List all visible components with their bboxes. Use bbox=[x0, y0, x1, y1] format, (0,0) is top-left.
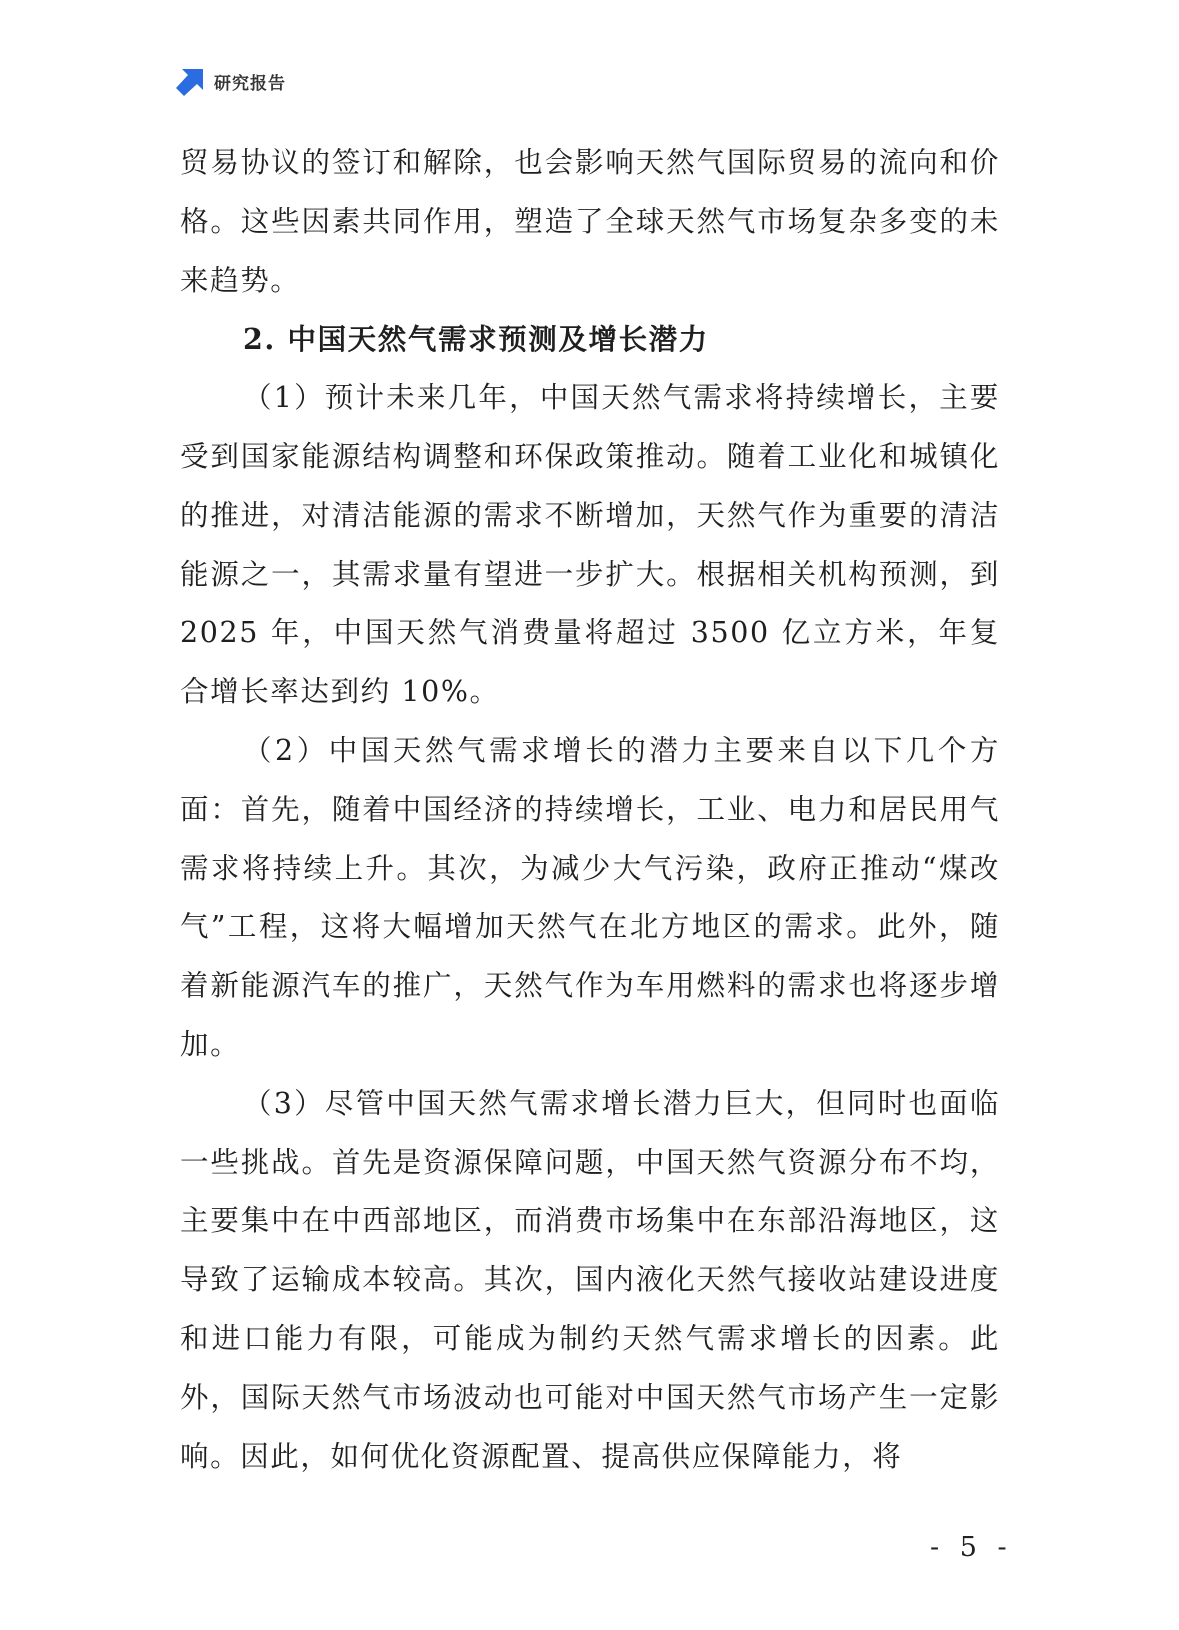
paragraph-3: （3）尽管中国天然气需求增长潜力巨大，但同时也面临一些挑战。首先是资源保障问题，中国天然气资源分布不均，主要集中在中西部地区，而消费市场集中在东部沿海地区，这导致了运输成本较高。其次，国内液化天然气接收站建设进度和进口能力有限，可能成为制约天然气需求增长的因素。此外，国际天然气市场波动也可能对中国天然气市场产生一定影响。因此，如何优化资源配置、提高供应保障能力，将 bbox=[180, 1086, 1000, 1473]
report-header bbox=[176, 66, 286, 96]
document-body bbox=[180, 134, 1000, 1486]
page-number: - 5 - bbox=[930, 1532, 1013, 1563]
paragraph-1: （1）预计未来几年，中国天然气需求将持续增长，主要受到国家能源结构调整和环保政策推动。随着工业化和城镇化的推进，对清洁能源的需求不断增加，天然气作为重要的清洁能源之一，其需求量有望进一步扩大。根据相关机构预测，到 2025 年，中国天然气消费量将超过 3500 亿立方米，年复合增长率达到约 10%。 bbox=[180, 381, 1000, 709]
section-heading: 2. 中国天然气需求预测及增长潜力 bbox=[243, 322, 709, 357]
arrow-up-right-icon bbox=[176, 66, 206, 96]
header-label: 研究报告 bbox=[214, 73, 286, 94]
paragraph-2: （2）中国天然气需求增长的潜力主要来自以下几个方面：首先，随着中国经济的持续增长，工业、电力和居民用气需求将持续上升。其次，为减少大气污染，政府正推动“煤改气”工程，这将大幅增加天然气在北方地区的需求。此外，随着新能源汽车的推广，天然气作为车用燃料的需求也将逐步增加。 bbox=[180, 733, 1000, 1061]
paragraph-continuation: 贸易协议的签订和解除，也会影响天然气国际贸易的流向和价格。这些因素共同作用，塑造了全球天然气市场复杂多变的未来趋势。 bbox=[180, 146, 1000, 297]
